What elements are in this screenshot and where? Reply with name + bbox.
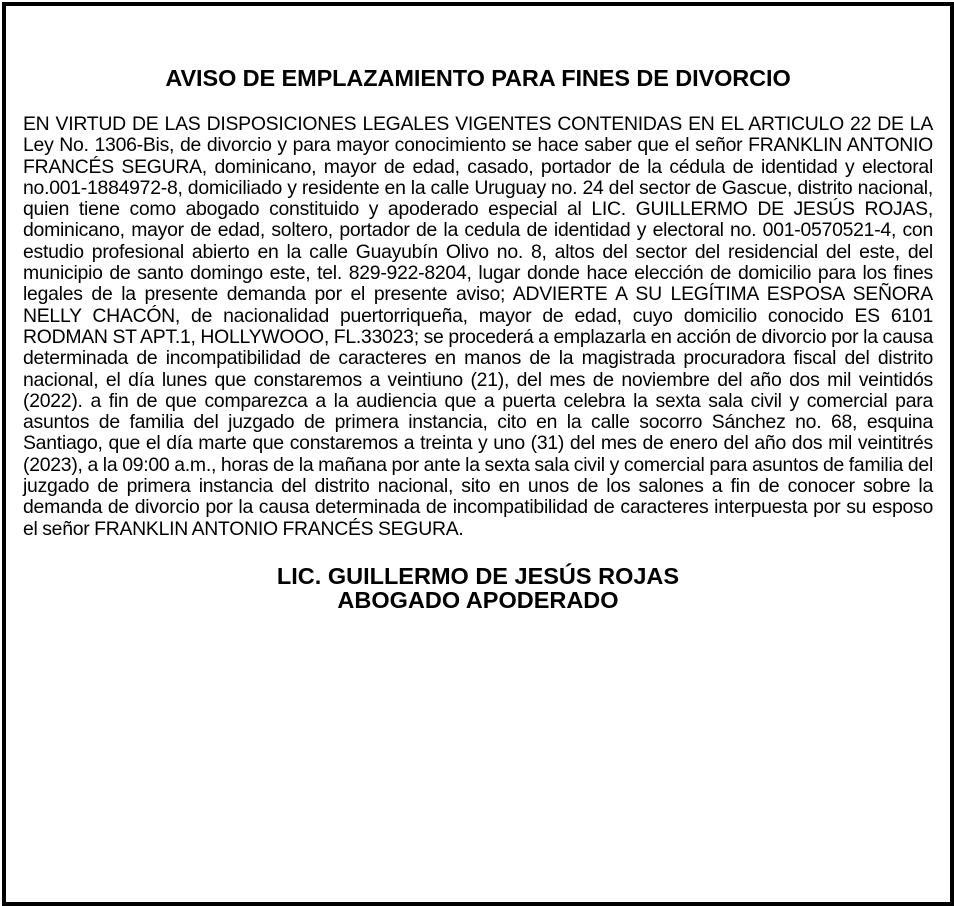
- signature-name: LIC. GUILLERMO DE JESÚS ROJAS: [276, 562, 680, 589]
- signature-block: [23, 564, 933, 612]
- legal-notice-content: [23, 64, 933, 612]
- notice-body: EN VIRTUD DE LAS DISPOSICIONES LEGALES VIGENTES CONTENIDAS EN EL ARTICULO 22 DE LA Ley No. 1306-Bis, de divorcio y para mayor conocimiento se hace saber que el señor FRANKLIN ANTONIO FRANCÉS SEGURA, dominicano, mayor de edad, casado, portador de la cédula de identidad y electoral no.001-1884972-8, domiciliado y residente en la calle Uruguay no. 24 del sector de Gascue, distrito nacional, quien tiene como abogado constituido y apoderado especial al LIC. GUILLERMO DE JESÚS ROJAS, dominicano, mayor de edad, soltero, portador de la cedula de identidad y electoral no. 001-0570521-4, con estudio profesional abierto en la calle Guayubín Olivo no. 8, altos del sector del residencial del este, del municipio de santo domingo este, tel. 829-922-8204, lugar donde hace elección de domicilio para los fines legales de la presente demanda por el presente aviso; ADVIERTE A SU LEGÍTIMA ESPOSA SEÑORA NELLY CHACÓN, de nacionalidad puertorriqueña, mayor de edad, cuyo domicilio conocido ES 6101 RODMAN ST APT.1, HOLLYWOOO, FL.33023; se procederá a emplazarla en acción de divorcio por la causa determinada de incompatibilidad de caracteres en manos de la magistrada procuradora fiscal del distrito nacional, el día lunes que constaremos a veintiuno (21), del mes de noviembre del año dos mil veintidós (2022). a fin de que comparezca a la audiencia que a puerta celebra la sexta sala civil y comercial para asuntos de familia del juzgado de primera instancia, cito en la calle socorro Sánchez no. 68, esquina Santiago, que el día marte que constaremos a treinta y uno (31) del mes de enero del año dos mil veintitrés (2023), a la 09:00 a.m., horas de la mañana por ante la sexta sala civil y comercial para asuntos de familia del juzgado de primera instancia del distrito nacional, sito en unos de los salones a fin de conocer sobre la demanda de divorcio por la causa determinada de incompatibilidad de caracteres interpuesta por su esposo el señor FRANKLIN ANTONIO FRANCÉS SEGURA.: [23, 113, 933, 540]
- legal-notice-frame: [2, 2, 954, 906]
- notice-title: AVISO DE EMPLAZAMIENTO PARA FINES DE DIVORCIO: [165, 65, 791, 91]
- signature-role: ABOGADO APODERADO: [337, 586, 619, 613]
